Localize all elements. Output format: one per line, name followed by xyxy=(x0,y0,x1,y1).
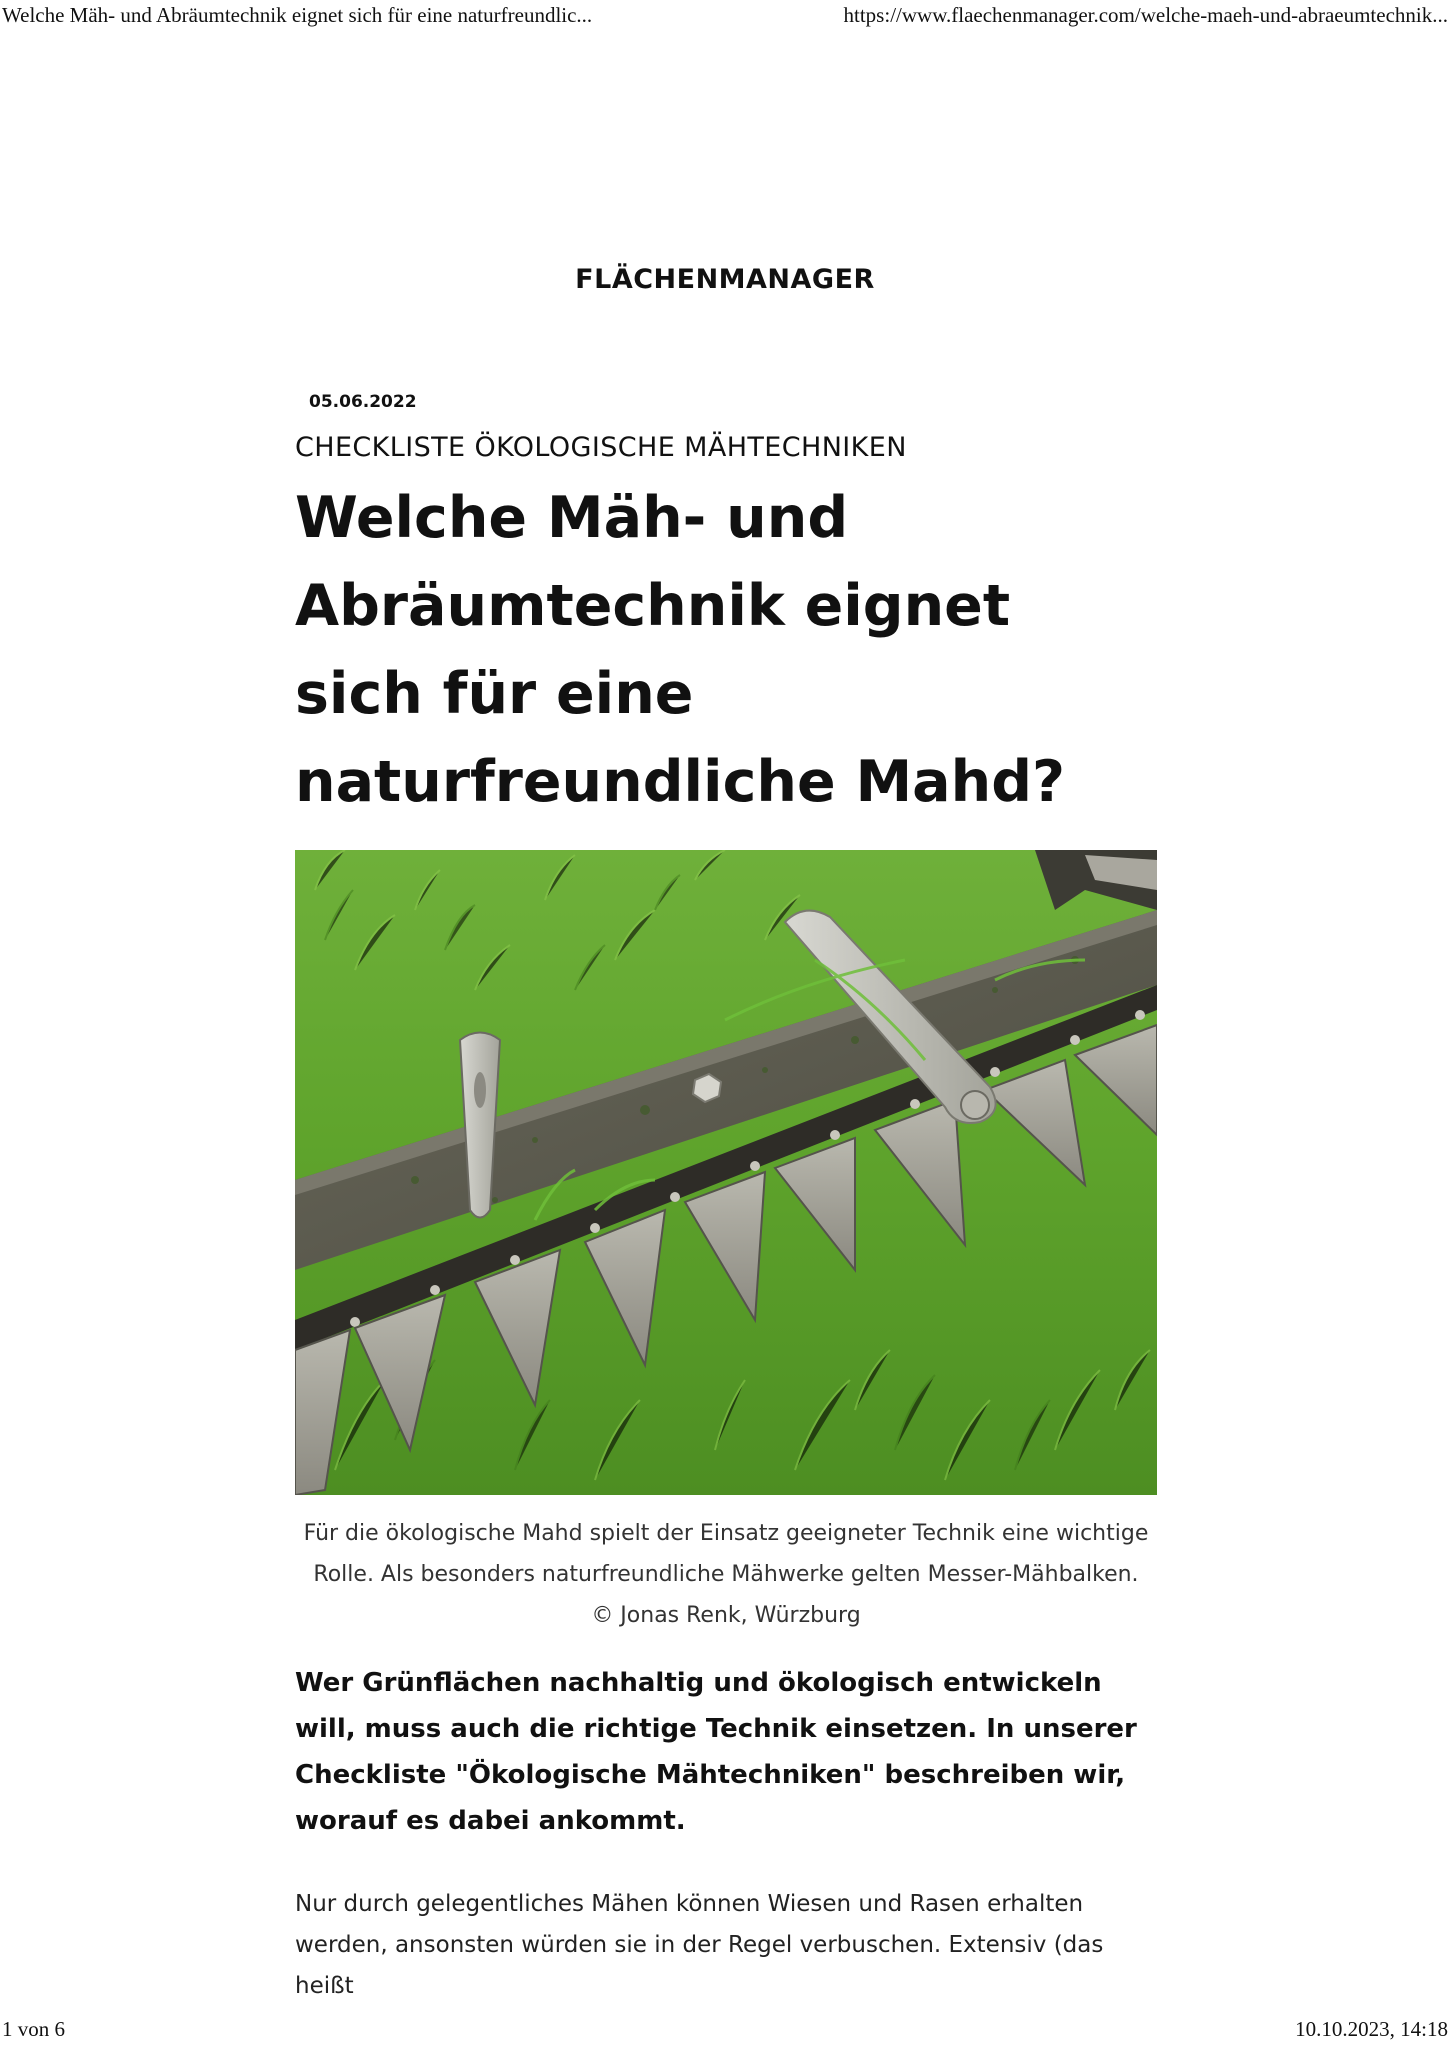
article-body-paragraph: Nur durch gelegentliches Mähen können Wiesen und Rasen erhalten werden, ansonsten würden sie in der Regel verbuschen. Extensiv (das heißt xyxy=(295,1891,1104,1999)
publish-date: 05.06.2022 xyxy=(309,392,417,412)
article-kicker: CHECKLISTE ÖKOLOGISCHE MÄHTECHNIKEN xyxy=(295,432,907,463)
image-credit: © Jonas Renk, Würzburg xyxy=(591,1603,861,1628)
article-headline: Welche Mäh- und Abräumtechnik eignet sich für eine naturfreundliche Mahd? xyxy=(295,485,1066,815)
article xyxy=(295,388,1157,2030)
site-logo-text[interactable]: FLÄCHENMANAGER xyxy=(575,264,875,295)
image-caption xyxy=(295,1513,1157,1636)
image-caption-text: Für die ökologische Mahd spielt der Einsatz geeigneter Technik eine wichtige Rolle. Als besonders naturfreundliche Mähwerke gelten Messer-Mähbalken. xyxy=(303,1521,1149,1587)
print-document-title: Welche Mäh- und Abräumtechnik eignet sich für eine naturfreundlic... xyxy=(2,3,593,27)
print-page-number: 1 von 6 xyxy=(2,2017,65,2041)
print-page-url[interactable]: https://www.flaechenmanager.com/welche-maeh-und-abraeumtechnik... xyxy=(843,3,1448,27)
print-header xyxy=(0,0,1450,34)
print-timestamp: 10.10.2023, 14:18 xyxy=(1295,2017,1448,2041)
article-lead: Wer Grünflächen nachhaltig und ökologisch entwickeln will, muss auch die richtige Technik einsetzen. In unserer Checkliste "Ökologische Mähtechniken" beschreiben wir, worauf es dabei ankommt. xyxy=(295,1668,1137,1836)
hero-image xyxy=(295,850,1157,1495)
print-footer xyxy=(0,2014,1450,2048)
